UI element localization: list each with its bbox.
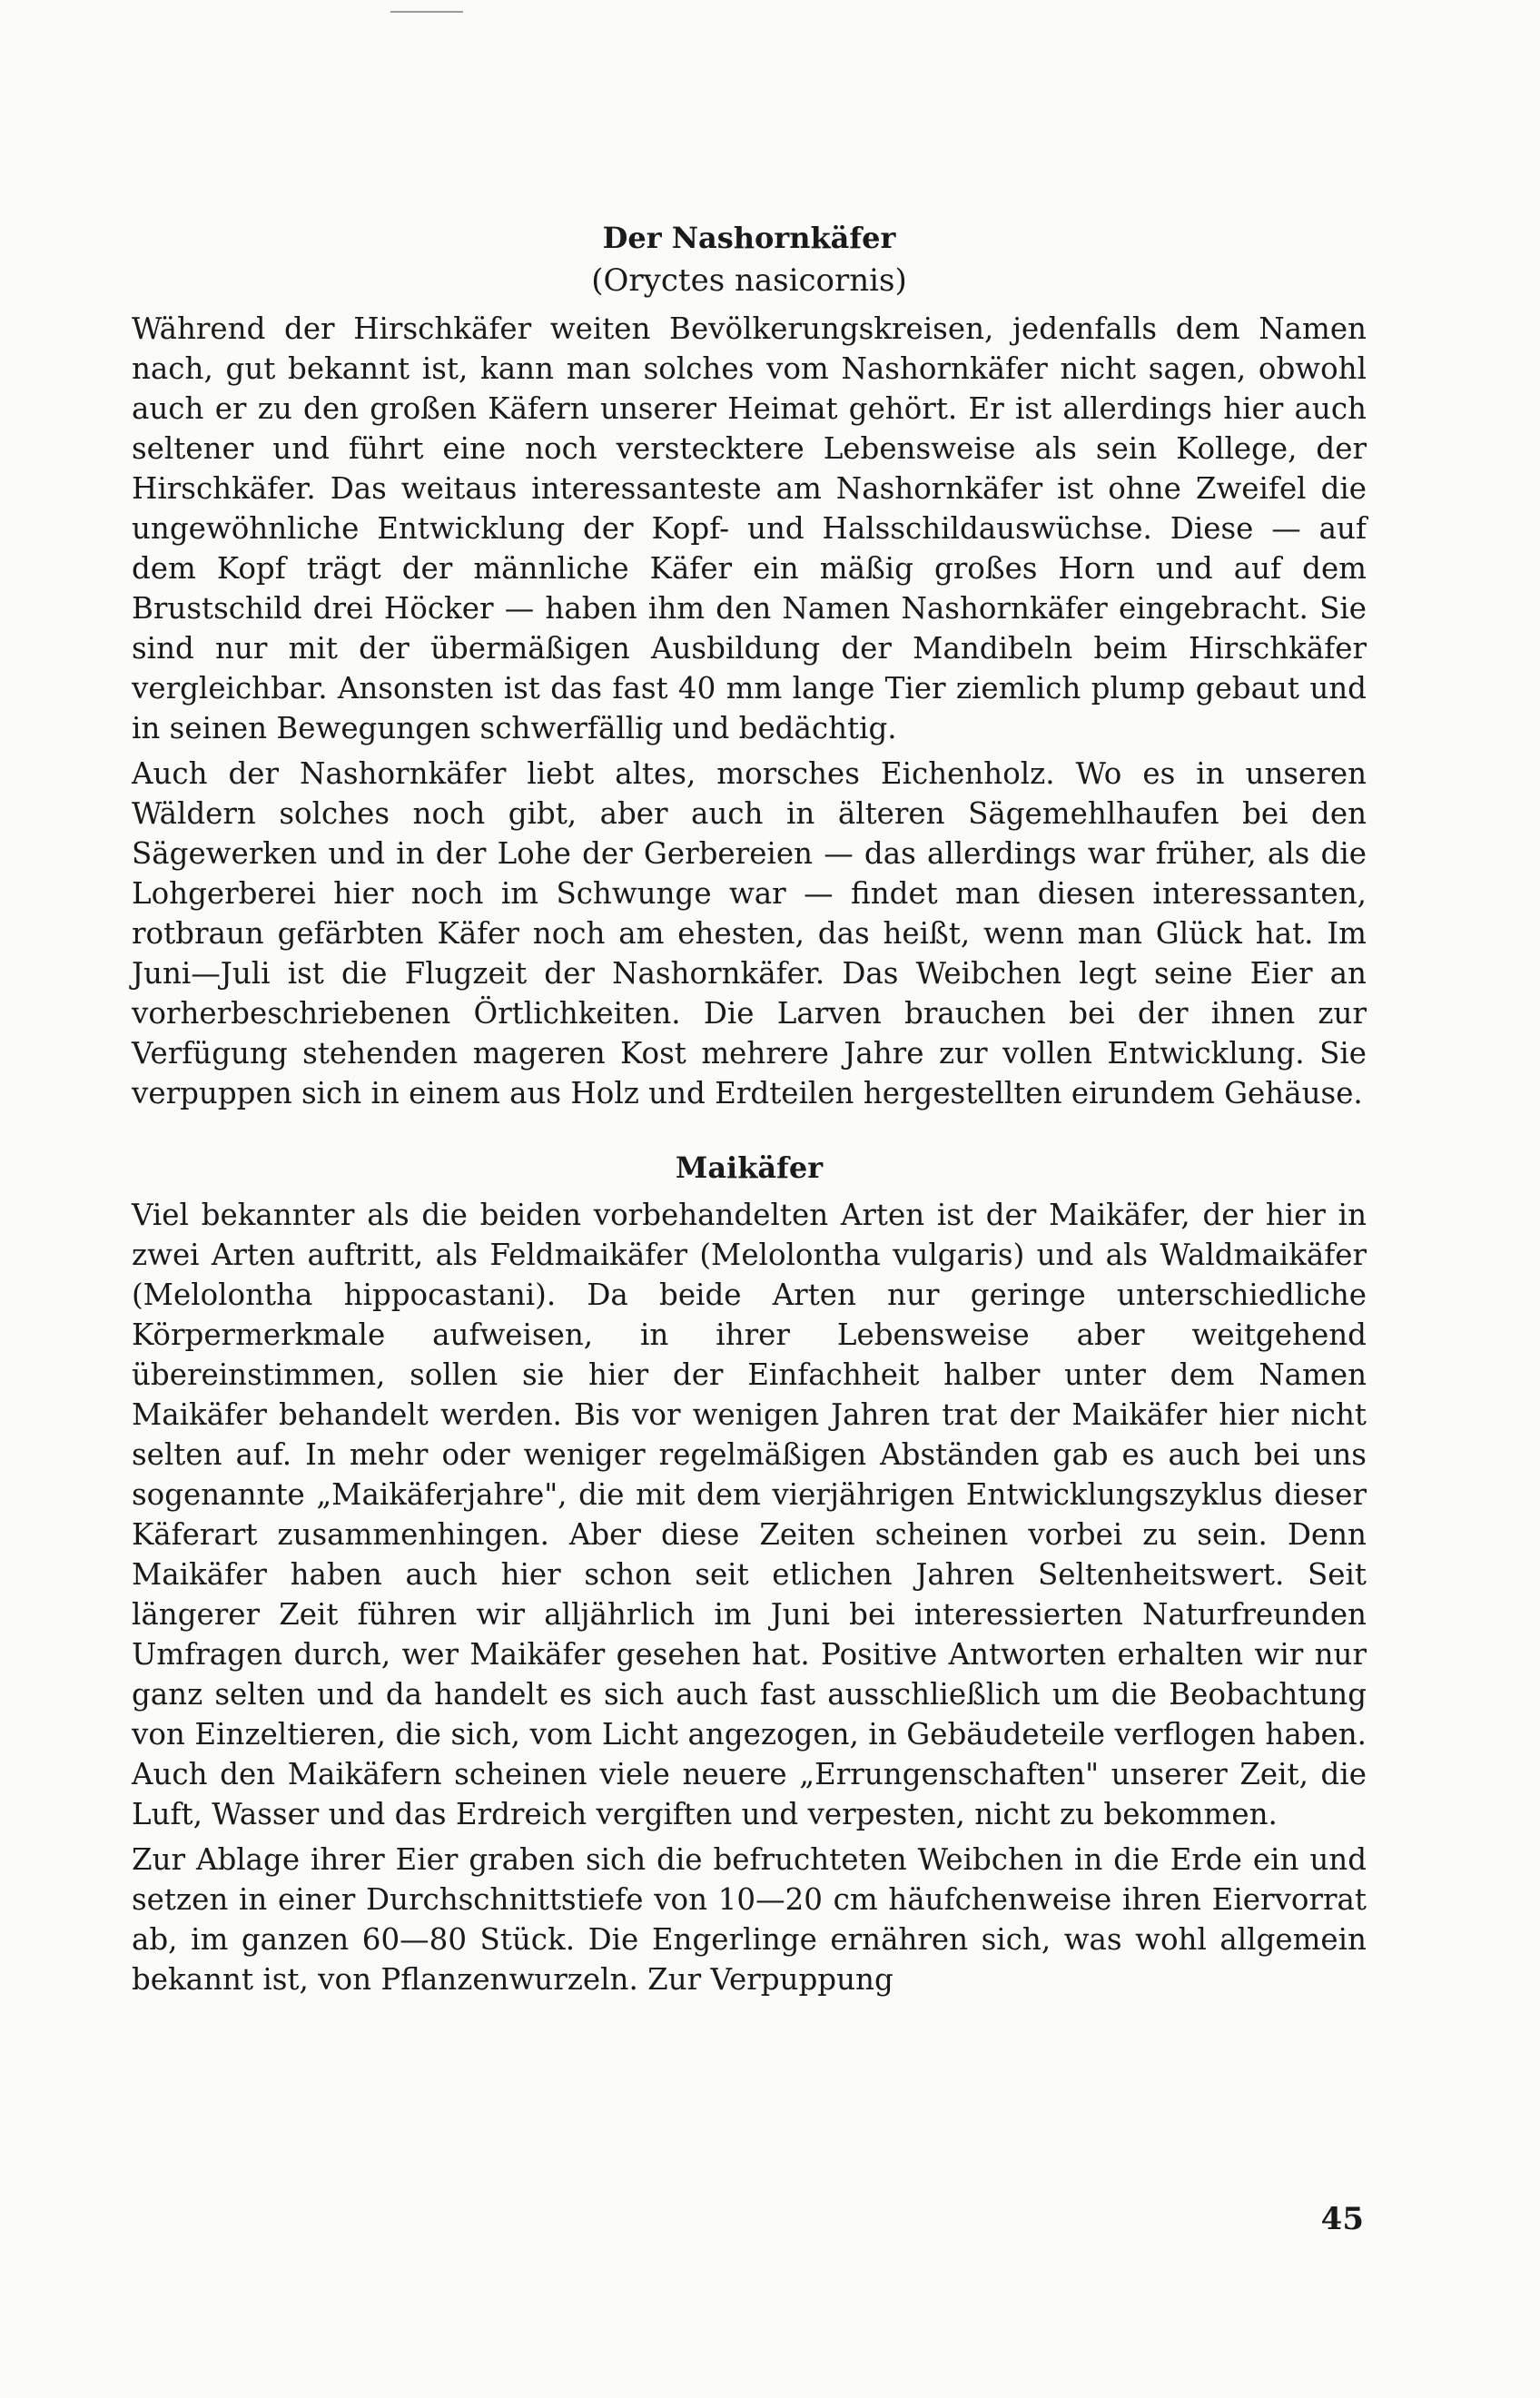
paragraph: Während der Hirschkäfer weiten Bevölkerungskreisen, jedenfalls dem Namen nach, gut bekannt ist, kann man solches vom Nashornkäfer nicht sagen, obwohl auch er zu den großen Käfern unserer Heimat gehört. Er ist allerdings hier auch seltener und führt eine noch verstecktere Lebensweise als sein Kollege, der Hirschkäfer. Das weitaus interessanteste am Nashornkäfer ist ohne Zweifel die ungewöhnliche Entwicklung der Kopf- und Halsschildauswüchse. Diese — auf dem Kopf trägt der männliche Käfer ein mäßig großes Horn und auf dem Brustschild drei Höcker — haben ihm den Namen Nashornkäfer eingebracht. Sie sind nur mit der übermäßigen Ausbildung der Mandibeln beim Hirschkäfer vergleichbar. Ansonsten ist das fast 40 mm lange Tier ziemlich plump gebaut und in seinen Bewegungen schwerfällig und bedächtig. <box>132 311 1367 745</box>
paragraph: Auch der Nashornkäfer liebt altes, morsches Eichenholz. Wo es in unseren Wäldern solches noch gibt, aber auch in älteren Sägemehlhaufen bei den Sägewerken und in der Lohe der Gerbereien — das allerdings war früher, als die Lohgerberei hier noch im Schwunge war — findet man diesen interessanten, rotbraun gefärbten Käfer noch am ehesten, das heißt, wenn man Glück hat. Im Juni—Juli ist die Flugzeit der Nashornkäfer. Das Weibchen legt seine Eier an vorherbeschriebenen Örtlichkeiten. Die Larven brauchen bei der ihnen zur Verfügung stehenden mageren Kost mehrere Jahre zur vollen Entwicklung. Sie verpuppen sich in einem aus Holz und Erdteilen hergestellten eirundem Gehäuse. <box>132 756 1367 1110</box>
top-rule <box>390 11 463 13</box>
paragraph: Zur Ablage ihrer Eier graben sich die befruchteten Weibchen in die Erde ein und setzen in einer Durchschnittstiefe von 10—20 cm häufchenweise ihren Eiervorrat ab, im ganzen 60—80 Stück. Die Engerlinge ernähren sich, was wohl allgemein bekannt ist, von Pflanzenwurzeln. Zur Verpuppung <box>132 1842 1367 1997</box>
paragraph: Viel bekannter als die beiden vorbehandelten Arten ist der Maikäfer, der hier in zwei Arten auftritt, als Feldmaikäfer (Melolontha vulgaris) und als Waldmaikäfer (Melolontha hippocastani). Da beide Arten nur geringe unterschiedliche Körpermerkmale aufweisen, in ihrer Lebensweise aber weitgehend übereinstimmen, sollen sie hier der Einfachheit halber unter dem Namen Maikäfer behandelt werden. Bis vor wenigen Jahren trat der Maikäfer hier nicht selten auf. In mehr oder weniger regelmäßigen Abständen gab es auch bei uns sogenannte „Maikäferjahre", die mit dem vierjährigen Entwicklungszyklus dieser Käferart zusammenhingen. Aber diese Zeiten scheinen vorbei zu sein. Denn Maikäfer haben auch hier schon seit etlichen Jahren Seltenheitswert. Seit längerer Zeit führen wir alljährlich im Juni bei interessierten Naturfreunden Umfragen durch, wer Maikäfer gesehen hat. Positive Antworten erhalten wir nur ganz selten und da handelt es sich auch fast ausschließlich um die Beobachtung von Einzeltieren, die sich, vom Licht angezogen, in Gebäudeteile verflogen haben. Auch den Maikäfern scheinen viele neuere „Errungenschaften" unserer Zeit, die Luft, Wasser und das Erdreich vergiften und verpesten, nicht zu bekommen. <box>132 1198 1367 1831</box>
section-title-maikaefer: Maikäfer <box>675 1150 824 1185</box>
section-gap <box>132 1119 1367 1140</box>
section-subtitle-latin: (Oryctes nasicornis) <box>591 262 907 299</box>
page-body <box>132 218 1367 2005</box>
section-title-nashornkaefer: Der Nashornkäfer <box>602 221 896 255</box>
page-number: 45 <box>1320 2201 1364 2237</box>
